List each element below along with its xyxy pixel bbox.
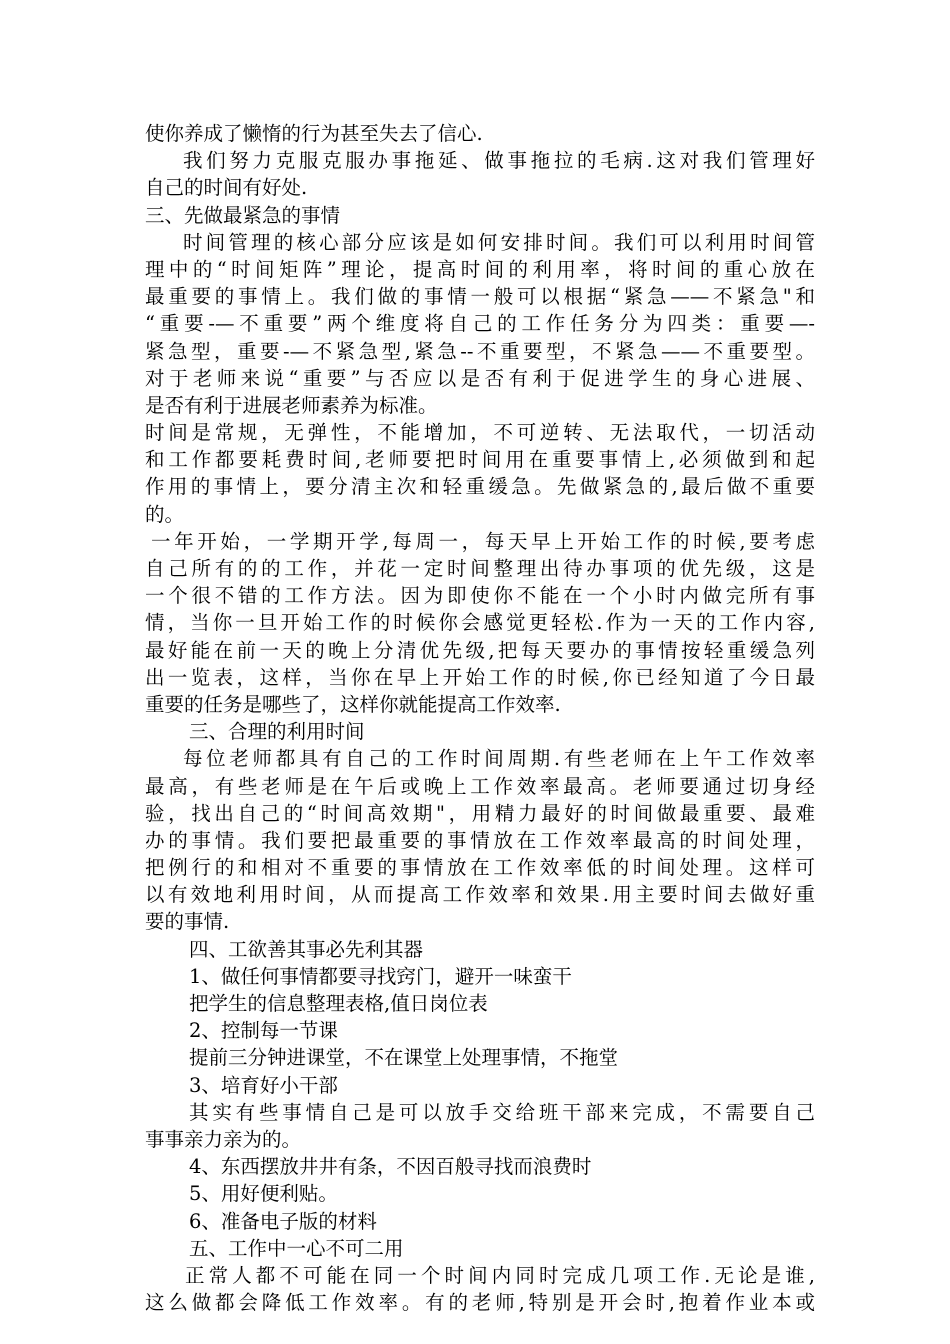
text-line: 一个很不错的工作方法。因为即使你不能在一个小时内做完所有事 <box>145 584 815 608</box>
text-line: 验，找出自己的“时间高效期"，用精力最好的时间做最重要、最难 <box>145 801 815 825</box>
text-line: 时间是常规，无弹性，不能增加，不可逆转、无法取代，一切活动 <box>145 421 815 445</box>
text-line: 一年开始，一学期开学,每周一，每天早上开始工作的时候,要考虑 <box>151 529 815 553</box>
text-line: 重要的任务是哪些了，这样你就能提高工作效率. <box>145 692 561 716</box>
text-line: 正常人都不可能在同一个时间内同时完成几项工作.无论是谁, <box>185 1263 815 1287</box>
document-page <box>145 120 815 1316</box>
text-line: 要的事情. <box>145 910 230 934</box>
text-line: 最好能在前一天的晚上分清优先级,把每天要办的事情按轻重缓急列 <box>145 638 815 662</box>
text-line: 把学生的信息整理表格,值日岗位表 <box>189 992 488 1015</box>
text-line: 最重要的事情上。我们做的事情一般可以根据“紧急——不紧急"和 <box>145 285 815 309</box>
text-line: 紧急型，重要-—不紧急型,紧急--不重要型，不紧急——不重要型。 <box>145 339 815 363</box>
list-item: 1、做任何事情都要寻找窍门，避开一味蛮干 <box>189 964 572 988</box>
section-heading: 五、工作中一心不可二用 <box>189 1236 404 1260</box>
text-line: 的。 <box>145 502 185 526</box>
text-line: 以有效地利用时间，从而提高工作效率和效果.用主要时间去做好重 <box>145 883 815 907</box>
section-heading: 三、先做最紧急的事情 <box>145 203 341 227</box>
text-line: 自己的时间有好处. <box>145 176 308 200</box>
text-line: 其实有些事情自己是可以放手交给班干部来完成，不需要自己 <box>189 1100 815 1124</box>
text-line: 是否有利于进展老师素养为标准。 <box>145 393 438 417</box>
text-line: 出一览表，这样，当你在早上开始工作的时候,你已经知道了今日最 <box>145 665 815 689</box>
text-line: 事事亲力亲为的。 <box>145 1127 302 1151</box>
text-line: 最高，有些老师是在午后或晚上工作效率最高。老师要通过切身经 <box>145 774 815 798</box>
list-item: 2、控制每一节课 <box>189 1019 338 1043</box>
text-line: 我们努力克服克服办事拖延、做事拖拉的毛病.这对我们管理好 <box>183 149 815 173</box>
text-line: 办的事情。我们要把最重要的事情放在工作效率最高的时间处理， <box>145 828 815 852</box>
list-item: 3、培育好小干部 <box>189 1073 338 1097</box>
text-line: 使你养成了懒惰的行为甚至失去了信心. <box>145 122 483 145</box>
list-item: 5、用好便利贴。 <box>189 1182 338 1206</box>
section-heading: 三、合理的利用时间 <box>189 720 365 744</box>
text-line: 这么做都会降低工作效率。有的老师,特别是开会时,抱着作业本或 <box>145 1291 815 1315</box>
list-item: 6、准备电子版的材料 <box>189 1209 377 1233</box>
text-line: 把例行的和相对不重要的事情放在工作效率低的时间处理。这样可 <box>145 856 815 880</box>
text-line: 作用的事情上，要分清主次和轻重缓急。先做紧急的,最后做不重要 <box>145 475 815 499</box>
list-item: 4、东西摆放井井有条，不因百般寻找而浪费时 <box>189 1155 592 1179</box>
text-line: “重要-—不重要”两个维度将自己的工作任务分为四类：重要—- <box>145 312 815 336</box>
text-line: 和工作都要耗费时间,老师要把时间用在重要事情上,必须做到和起 <box>145 448 815 472</box>
text-line: 对于老师来说“重要”与否应以是否有利于促进学生的身心进展、 <box>145 366 815 390</box>
text-line: 情，当你一旦开始工作的时候你会感觉更轻松.作为一天的工作内容, <box>145 611 815 635</box>
text-line: 时间管理的核心部分应该是如何安排时间。我们可以利用时间管 <box>183 230 815 254</box>
text-line: 自己所有的的工作，并花一定时间整理出待办事项的优先级，这是 <box>145 557 815 580</box>
section-heading: 四、工欲善其事必先利其器 <box>189 937 424 961</box>
text-line: 理中的“时间矩阵”理论，提高时间的利用率，将时间的重心放在 <box>145 257 815 281</box>
text-line: 提前三分钟进课堂，不在课堂上处理事情，不拖堂 <box>189 1046 619 1070</box>
text-line: 每位老师都具有自己的工作时间周期.有些老师在上午工作效率 <box>183 747 815 771</box>
